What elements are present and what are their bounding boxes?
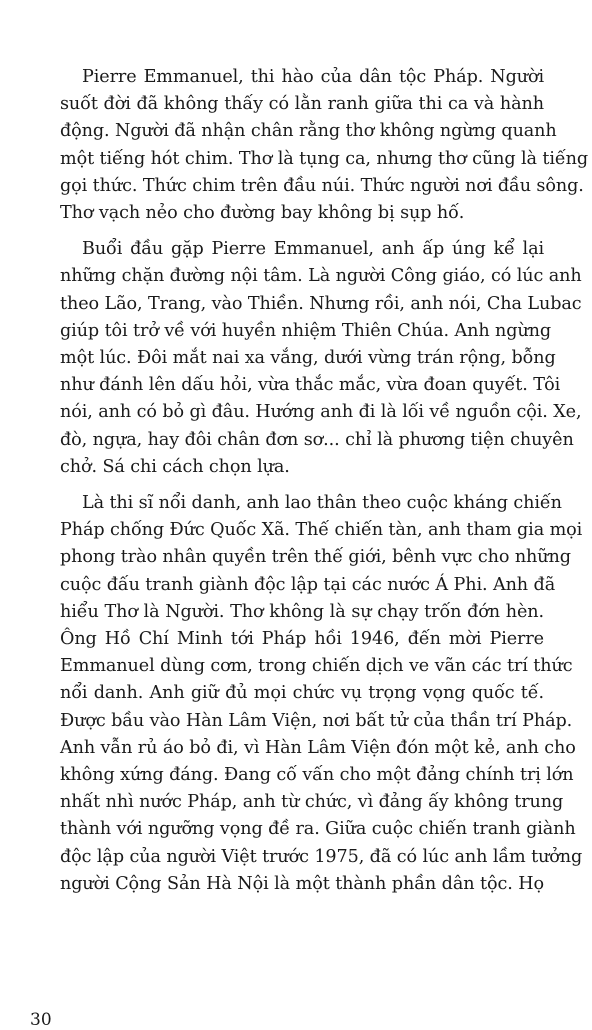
text-line: động. Người đã nhận chân rằng thơ không ngừng quanh <box>60 121 557 142</box>
text-line: Thơ vạch nẻo cho đường bay không bị sụp hố. <box>60 203 465 224</box>
text-line: một tiếng hót chim. Thơ là tụng ca, nhưng thơ cũng là tiếng <box>60 148 589 169</box>
paragraph <box>60 64 589 227</box>
text-line: Anh vẫn rủ áo bỏ đi, vì Hàn Lâm Viện đón một kẻ, anh cho <box>60 737 576 758</box>
text-line: không xứng đáng. Đang cố vấn cho một đảng chính trị lớn <box>60 765 574 786</box>
text-line: chở. Sá chi cách chọn lựa. <box>60 456 290 477</box>
text-line: những chặn đường nội tâm. Là người Công giáo, có lúc anh <box>60 266 582 287</box>
text-line: nổi danh. Anh giữ đủ mọi chức vụ trọng vọng quốc tế. <box>60 683 544 704</box>
text-line: theo Lão, Trang, vào Thiền. Nhưng rồi, anh nói, Cha Lubac <box>60 293 582 314</box>
text-line: độc lập của người Việt trước 1975, đã có lúc anh lầm tưởng <box>60 846 583 867</box>
text-line: gọi thức. Thức chim trên đầu núi. Thức người nơi đầu sông. <box>60 175 584 196</box>
text-line: giúp tôi trở về với huyền nhiệm Thiên Chúa. Anh ngừng <box>60 320 552 341</box>
text-line: Buổi đầu gặp Pierre Emmanuel, anh ấp úng kể lại <box>82 239 544 260</box>
text-line: như đánh lên dấu hỏi, vừa thắc mắc, vừa đoan quyết. Tôi <box>60 375 561 396</box>
page-body <box>60 64 589 898</box>
text-line: Emmanuel dùng cơm, trong chiến dịch ve vãn các trí thức <box>60 656 573 677</box>
text-line: hiểu Thơ là Người. Thơ không là sự chạy trốn đớn hèn. <box>60 601 544 622</box>
text-line: Ông Hồ Chí Minh tới Pháp hồi 1946, đến mời Pierre <box>60 629 544 650</box>
text-line: Pierre Emmanuel, thi hào của dân tộc Pháp. Người <box>82 67 544 87</box>
text-line: nói, anh có bỏ gì đâu. Hướng anh đi là lối về nguồn cội. Xe, <box>60 402 582 423</box>
text-line: Được bầu vào Hàn Lâm Viện, nơi bất tử của thần trí Pháp. <box>60 710 573 731</box>
text-line: cuộc đấu tranh giành độc lập tại các nước Á Phi. Anh đã <box>60 574 556 595</box>
text-line: thành với ngưỡng vọng đề ra. Giữa cuộc chiến tranh giành <box>60 819 576 840</box>
text-line: nhất nhì nước Pháp, anh từ chức, vì đảng ấy không trung <box>60 792 564 813</box>
text-line: người Cộng Sản Hà Nội là một thành phần dân tộc. Họ <box>60 873 544 894</box>
paragraph <box>60 490 583 898</box>
text-line: Pháp chống Đức Quốc Xã. Thế chiến tàn, anh tham gia mọi <box>60 520 583 541</box>
text-line: phong trào nhân quyền trên thế giới, bênh vực cho những <box>60 547 571 568</box>
page-number: 30 <box>30 1010 52 1030</box>
paragraph <box>60 236 582 481</box>
text-line: đò, ngựa, hay đôi chân đơn sơ... chỉ là phương tiện chuyên <box>60 429 574 450</box>
text-line: Là thi sĩ nổi danh, anh lao thân theo cuộc kháng chiến <box>82 493 562 514</box>
text-line: một lúc. Đôi mắt nai xa vắng, dưới vừng trán rộng, bỗng <box>60 348 556 369</box>
text-line: suốt đời đã không thấy có lằn ranh giữa thi ca và hành <box>60 94 544 115</box>
